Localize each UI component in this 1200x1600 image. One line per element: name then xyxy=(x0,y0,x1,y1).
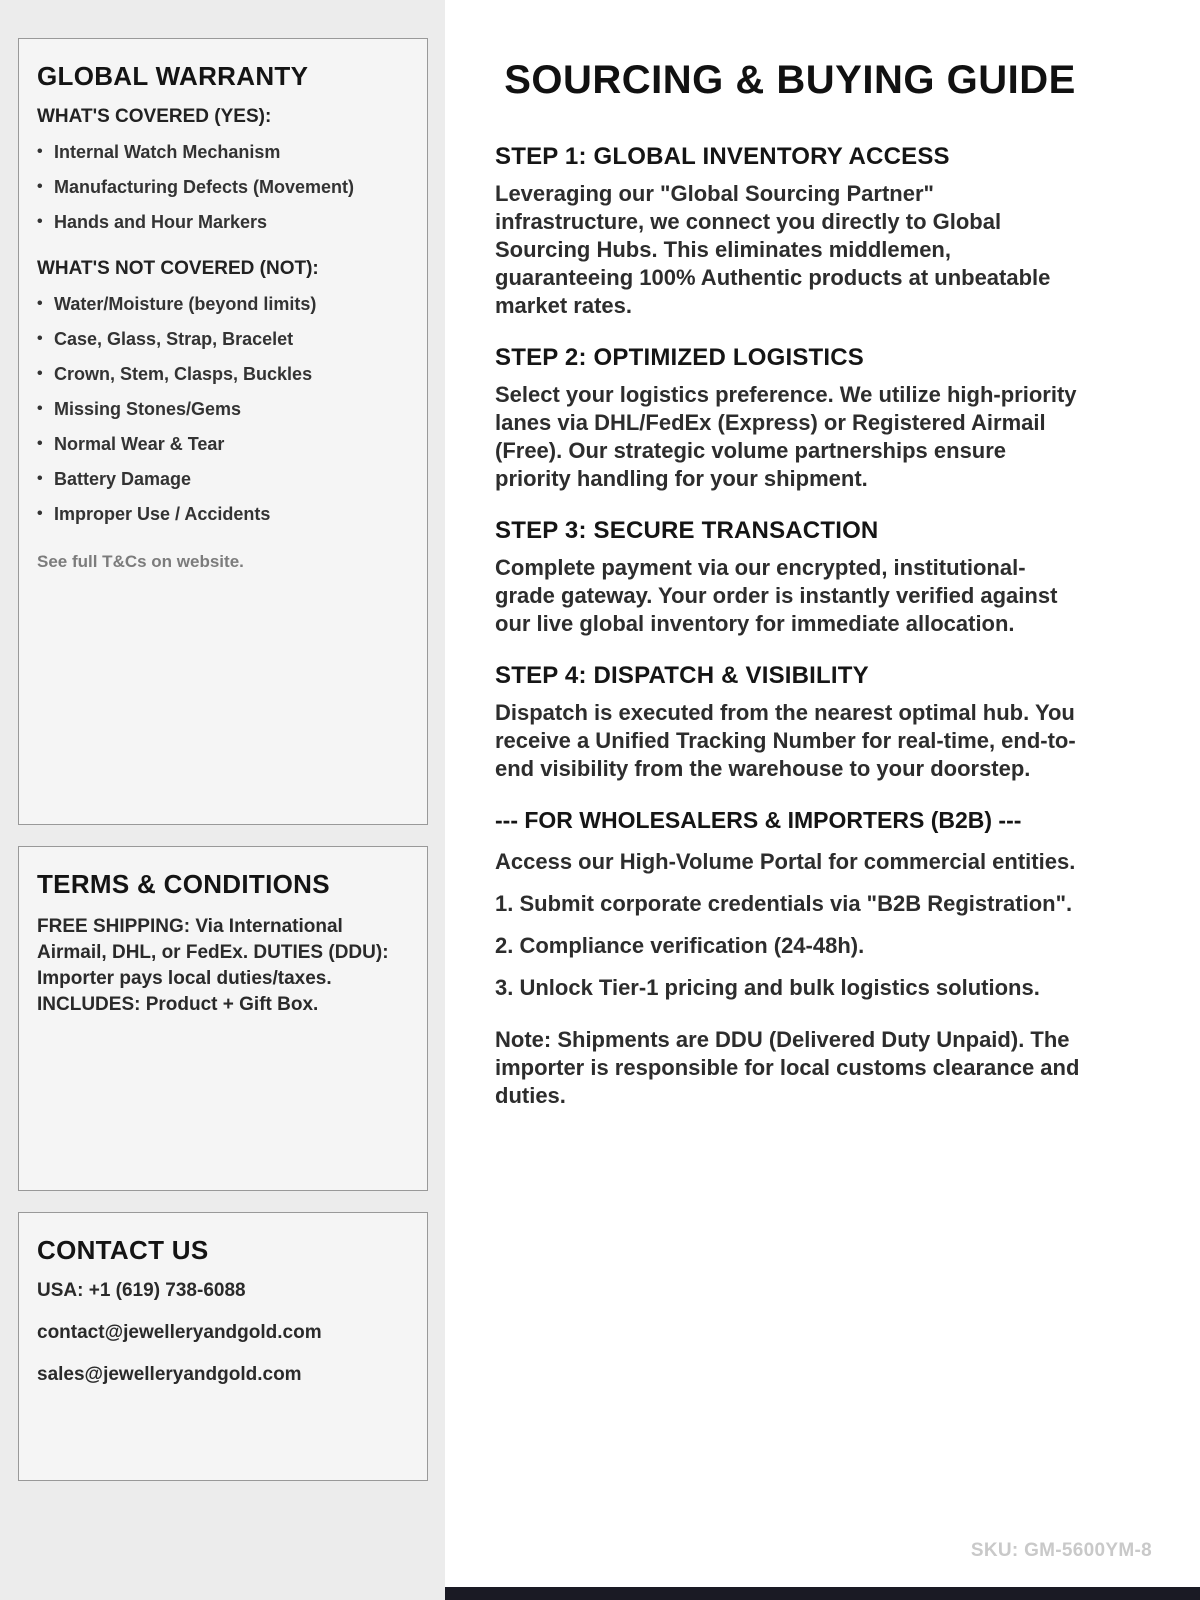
warranty-panel xyxy=(18,38,428,825)
terms-panel xyxy=(18,846,428,1191)
step-2-section xyxy=(495,344,1105,493)
list-item: • Improper Use / Accidents xyxy=(37,504,409,524)
list-item: • Manufacturing Defects (Movement) xyxy=(37,177,409,197)
step-4-section xyxy=(495,662,1105,783)
step-1-heading: STEP 1: GLOBAL INVENTORY ACCESS xyxy=(495,143,950,170)
step-4-heading: STEP 4: DISPATCH & VISIBILITY xyxy=(495,662,869,689)
covered-heading: WHAT'S COVERED (YES): xyxy=(37,106,272,127)
step-1-body: Leveraging our "Global Sourcing Partner" infrastructure, we connect you directly to Global Sourcing Hubs. This eliminates middlemen, guaranteeing 100% Authentic products at unbeatable market rates. xyxy=(495,181,1051,318)
sidebar xyxy=(0,0,445,1600)
list-item: • Missing Stones/Gems xyxy=(37,399,409,419)
warranty-title: GLOBAL WARRANTY xyxy=(37,61,309,91)
b2b-heading: --- FOR WHOLESALERS & IMPORTERS (B2B) --- xyxy=(495,807,1022,833)
step-3-heading: STEP 3: SECURE TRANSACTION xyxy=(495,517,879,544)
b2b-item-3: 3. Unlock Tier-1 pricing and bulk logistics solutions. xyxy=(495,975,1040,1000)
b2b-item-1: 1. Submit corporate credentials via "B2B Registration". xyxy=(495,891,1073,916)
step-2-heading: STEP 2: OPTIMIZED LOGISTICS xyxy=(495,344,864,371)
list-item: • Normal Wear & Tear xyxy=(37,434,409,454)
main-content xyxy=(445,0,1200,1600)
terms-title: TERMS & CONDITIONS xyxy=(37,869,330,899)
page-title: SOURCING & BUYING GUIDE xyxy=(504,58,1076,102)
b2b-intro: Access our High-Volume Portal for commercial entities. xyxy=(495,849,1076,874)
b2b-item-2: 2. Compliance verification (24-48h). xyxy=(495,933,865,958)
step-3-section xyxy=(495,517,1105,638)
contact-email-primary: contact@jewelleryandgold.com xyxy=(37,1322,322,1343)
sku-label: SKU: GM-5600YM-8 xyxy=(970,1540,1152,1561)
terms-body: FREE SHIPPING: Via International Airmail, DHL, or FedEx. DUTIES (DDU): Importer pays local duties/taxes. INCLUDES: Product + Gift Box. xyxy=(37,916,389,1015)
not-covered-heading: WHAT'S NOT COVERED (NOT): xyxy=(37,258,319,279)
b2b-note: Note: Shipments are DDU (Delivered Duty Unpaid). The importer is responsible for local customs clearance and duties. xyxy=(495,1027,1080,1108)
list-item: • Water/Moisture (beyond limits) xyxy=(37,294,409,314)
contact-title: CONTACT US xyxy=(37,1235,209,1265)
not-covered-list xyxy=(37,294,409,524)
contact-panel xyxy=(18,1212,428,1481)
list-item: • Battery Damage xyxy=(37,469,409,489)
step-2-body: Select your logistics preference. We utilize high-priority lanes via DHL/FedEx (Express) or Registered Airmail (Free). Our strategic volume partnerships ensure priority handling for your shipment. xyxy=(495,382,1077,491)
step-3-body: Complete payment via our encrypted, institutional-grade gateway. Your order is instantly verified against our live global inventory for immediate allocation. xyxy=(495,555,1058,636)
covered-list xyxy=(37,142,409,232)
list-item: • Crown, Stem, Clasps, Buckles xyxy=(37,364,409,384)
contact-phone: USA: +1 (619) 738-6088 xyxy=(37,1280,246,1301)
step-4-body: Dispatch is executed from the nearest optimal hub. You receive a Unified Tracking Number for real-time, end-to-end visibility from the warehouse to your doorstep. xyxy=(495,700,1076,781)
b2b-section xyxy=(495,807,1105,1110)
list-item: • Hands and Hour Markers xyxy=(37,212,409,232)
warranty-footnote: See full T&Cs on website. xyxy=(37,552,244,571)
step-1-section xyxy=(495,143,1105,320)
list-item: • Case, Glass, Strap, Bracelet xyxy=(37,329,409,349)
list-item: • Internal Watch Mechanism xyxy=(37,142,409,162)
bottom-bar xyxy=(445,1587,1200,1600)
contact-email-sales: sales@jewelleryandgold.com xyxy=(37,1364,302,1385)
